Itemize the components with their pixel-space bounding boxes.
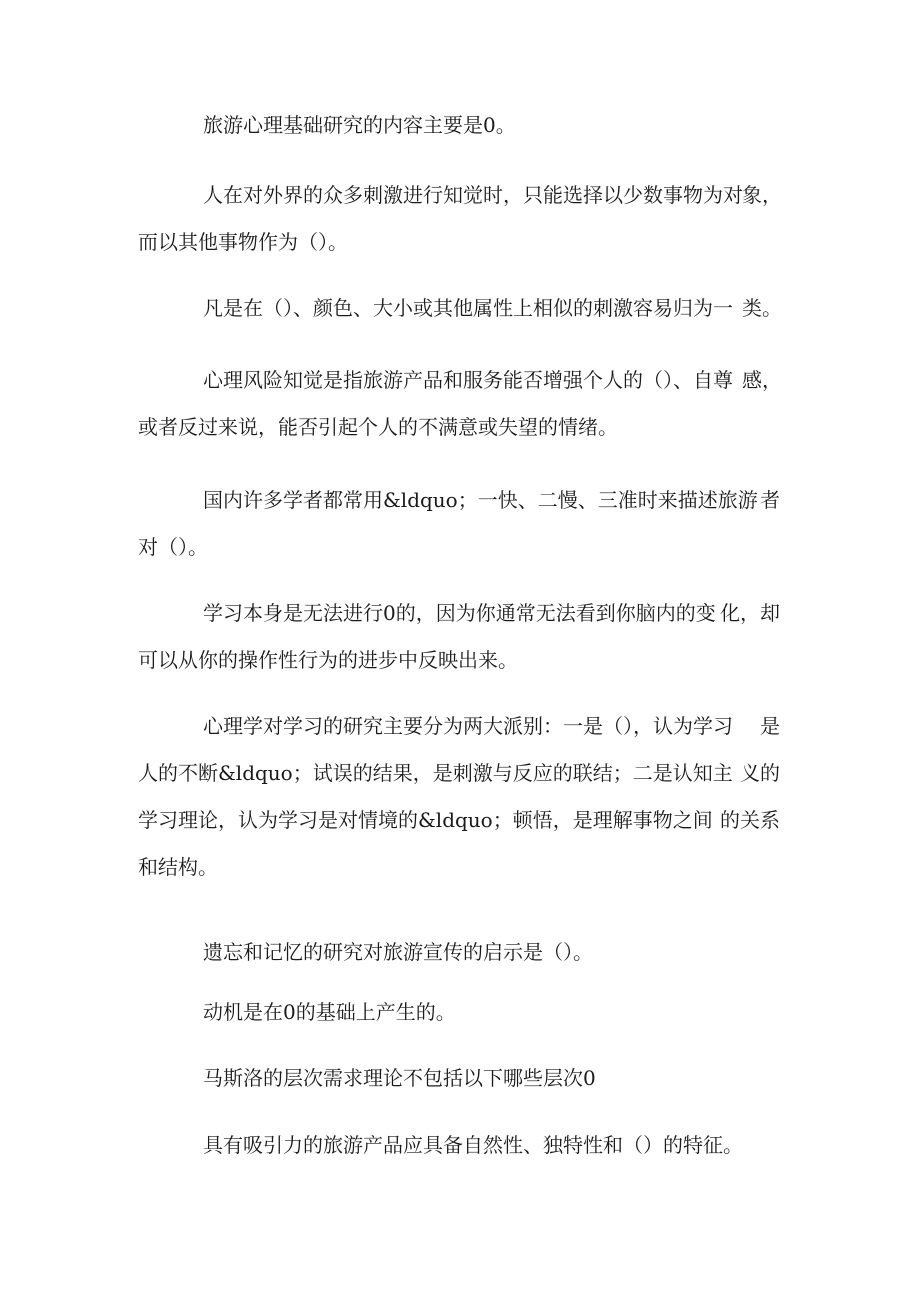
question-1: [0, 105, 920, 145]
question-7-cont-2: [0, 800, 920, 840]
question-7-text-line4: 和结构。: [138, 855, 218, 879]
question-10-text: 马斯洛的层次需求理论不包括以下哪些层次0: [203, 1066, 596, 1090]
question-3-text-line1: 凡是在（）、颜色、大小或其他属性上相似的刺激容易归为一: [203, 296, 733, 320]
question-5-text-line1-end: 者: [760, 488, 780, 512]
question-7-text-line3-end: 的关系: [720, 808, 780, 832]
question-1-text: 旅游心理基础研究的内容主要是0。: [203, 113, 516, 137]
question-7-text-line2: 人的不断&ldquo；试误的结果，是刺激与反应的联结；二是认知主: [138, 761, 733, 785]
question-7-text-line1: 心理学对学习的研究主要分为两大派别：一是（），认为学习: [203, 714, 733, 738]
question-6-cont: [0, 640, 920, 680]
question-7-cont-1: [0, 753, 920, 793]
question-7-text-line3: 学习理论，认为学习是对情境的&ldquo；顿悟，是理解事物之间: [138, 808, 713, 832]
question-7: [0, 706, 920, 746]
question-8: [0, 932, 920, 972]
question-3: [0, 288, 920, 328]
question-6: [0, 593, 920, 633]
question-7-cont-3: [0, 847, 920, 887]
question-11-text: 具有吸引力的旅游产品应具备自然性、独特性和（）的特征。: [203, 1133, 743, 1157]
question-11: [0, 1125, 920, 1165]
question-9: [0, 992, 920, 1032]
question-4-text-line2: 或者反过来说，能否引起个人的不满意或失望的情绪。: [138, 415, 618, 439]
question-3-text-line1-end: 类。: [742, 296, 782, 320]
question-4-text-line1-end: 感，: [742, 368, 782, 392]
question-2-text-line1: 人在对外界的众多刺激进行知觉时，只能选择以少数事物为对: [203, 183, 743, 207]
question-4-text-line1: 心理风险知觉是指旅游产品和服务能否增强个人的（）、自尊: [203, 368, 733, 392]
question-6-text-line1-end: 化，却: [720, 601, 780, 625]
question-7-text-line2-end: 义的: [740, 761, 780, 785]
question-2: [0, 175, 920, 215]
question-8-text: 遗忘和记忆的研究对旅游宣传的启示是（）。: [203, 940, 593, 964]
question-5-text-line2: 对（）。: [138, 535, 208, 559]
question-9-text: 动机是在0的基础上产生的。: [203, 1000, 456, 1024]
question-4: [0, 360, 920, 400]
question-2-cont: [0, 222, 920, 262]
question-2-text-line2: 而以其他事物作为（）。: [138, 230, 348, 254]
question-4-cont: [0, 407, 920, 447]
question-7-text-line1-end: 是: [760, 714, 780, 738]
question-6-text-line1: 学习本身是无法进行0的，因为你通常无法看到你脑内的变: [203, 601, 716, 625]
question-6-text-line2: 可以从你的操作性行为的进步中反映出来。: [138, 648, 518, 672]
question-10: [0, 1058, 920, 1098]
question-5-cont: [0, 527, 920, 567]
question-2-text-line1-end: 象，: [742, 183, 782, 207]
question-5: [0, 480, 920, 520]
question-5-text-line1: 国内许多学者都常用&ldquo；一快、二慢、三准时来描述旅游: [203, 488, 758, 512]
